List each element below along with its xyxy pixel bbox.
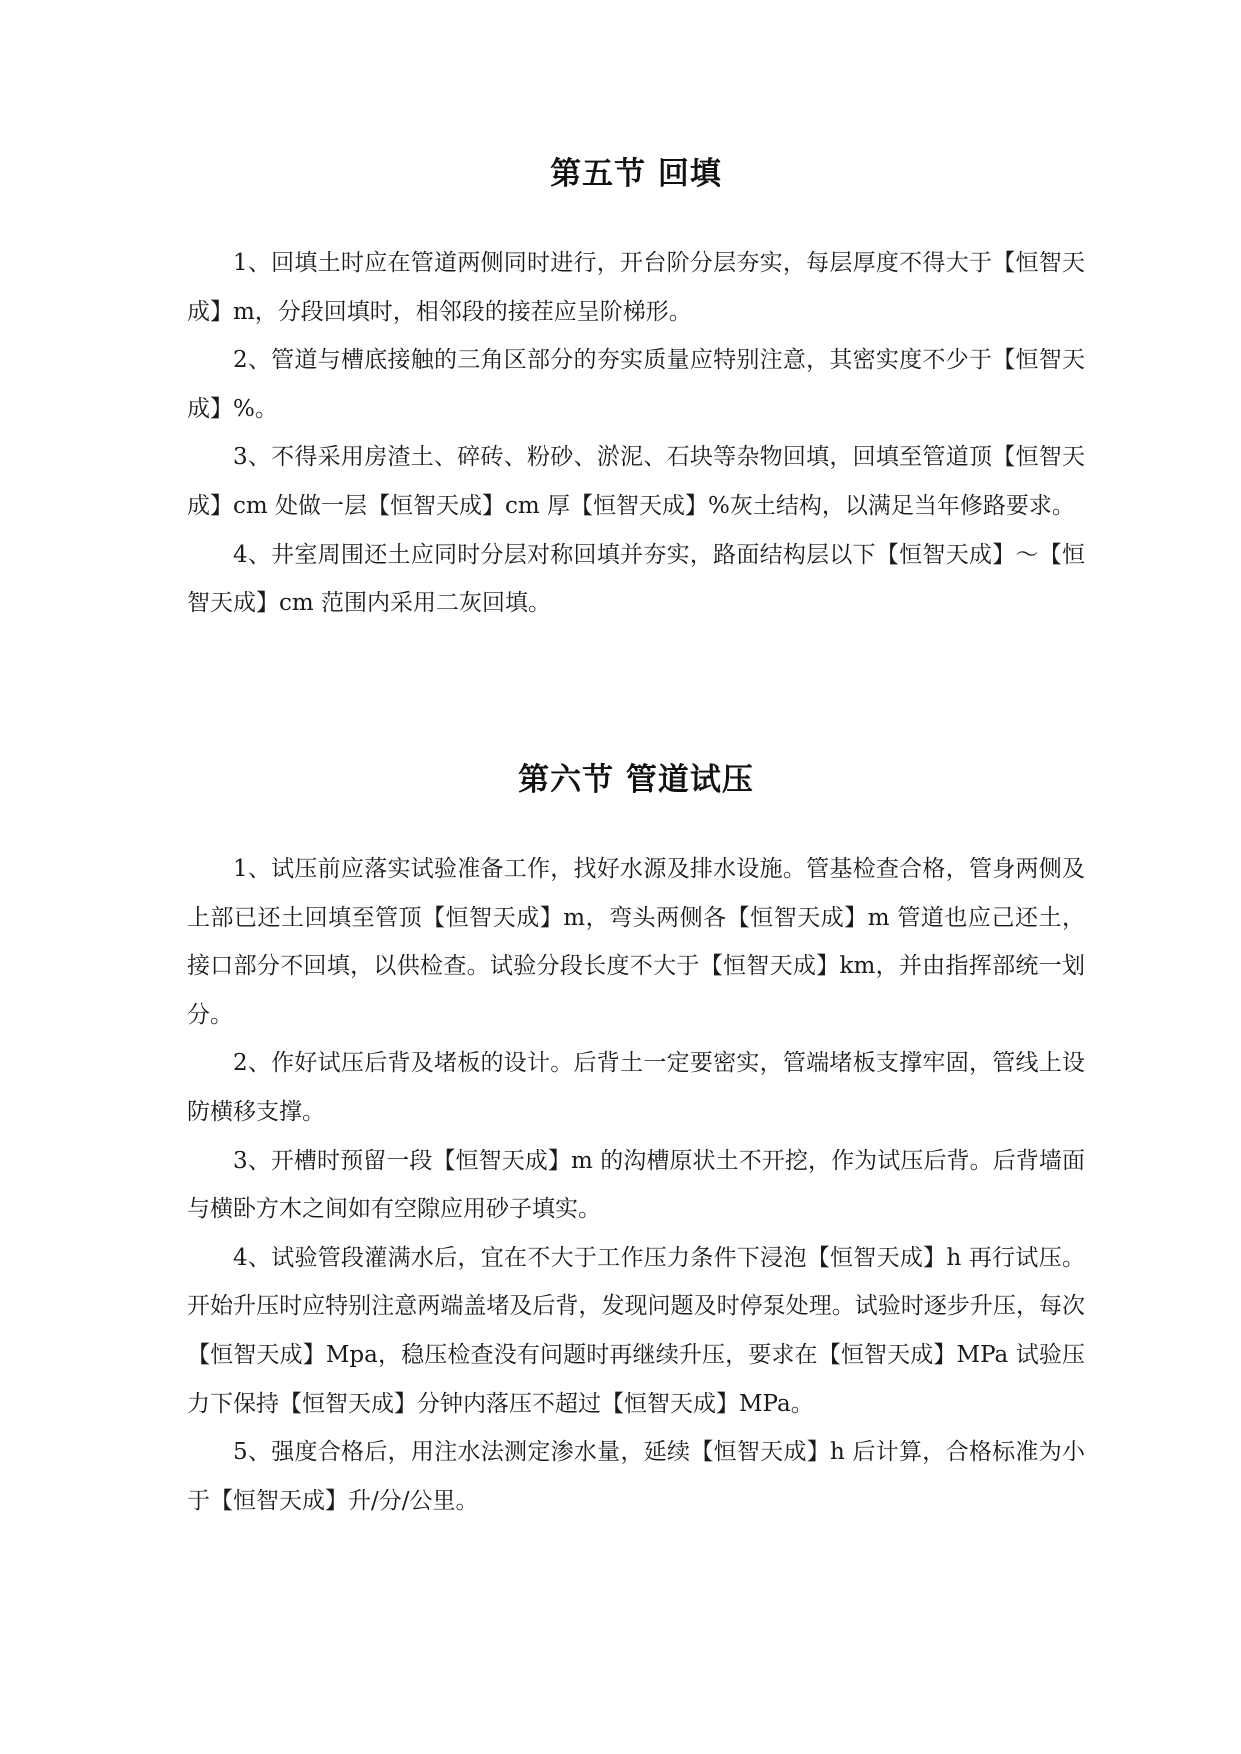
paragraph: 2、作好试压后背及堵板的设计。后背土一定要密实，管端堵板支撑牢固，管线上设防横移支撑。 bbox=[187, 1050, 1085, 1125]
paragraph: 4、试验管段灌满水后，宜在不大于工作压力条件下浸泡【恒智天成】h 再行试压。开始升压时应特别注意两端盖堵及后背，发现问题及时停泵处理。试验时逐步升压，每次【恒智天成】Mpa，稳压检查没有问题时再继续升压，要求在【恒智天成】MPa 试验压力下保持【恒智天成】分钟内落压不超过【恒智天成】MPa。 bbox=[187, 1244, 1085, 1417]
paragraph: 3、不得采用房渣土、碎砖、粉砂、淤泥、石块等杂物回填，回填至管道顶【恒智天成】cm 处做一层【恒智天成】cm 厚【恒智天成】%灰土结构，以满足当年修路要求。 bbox=[187, 444, 1085, 519]
paragraph: 1、回填土时应在管道两侧同时进行，开台阶分层夯实，每层厚度不得大于【恒智天成】m，分段回填时，相邻段的接茬应呈阶梯形。 bbox=[187, 250, 1085, 325]
section-pressure-test bbox=[187, 758, 1085, 1525]
paragraph: 5、强度合格后，用注水法测定渗水量，延续【恒智天成】h 后计算，合格标准为小于【恒智天成】升/分/公里。 bbox=[187, 1439, 1085, 1514]
paragraph: 4、井室周围还土应同时分层对称回填并夯实，路面结构层以下【恒智天成】～【恒智天成】cm 范围内采用二灰回填。 bbox=[187, 541, 1085, 617]
section-title: 第六节 管道试压 bbox=[518, 762, 754, 798]
paragraph: 3、开槽时预留一段【恒智天成】m 的沟槽原状土不开挖，作为试压后背。后背墙面与横卧方木之间如有空隙应用砂子填实。 bbox=[187, 1147, 1085, 1223]
section-backfill bbox=[187, 152, 1085, 628]
paragraph: 2、管道与槽底接触的三角区部分的夯实质量应特别注意，其密实度不少于【恒智天成】%。 bbox=[187, 347, 1085, 422]
section-title: 第五节 回填 bbox=[550, 156, 722, 192]
paragraph: 1、试压前应落实试验准备工作，找好水源及排水设施。管基检查合格，管身两侧及上部已还土回填至管顶【恒智天成】m，弯头两侧各【恒智天成】m 管道也应己还土，接口部分不回填，以供检查。试验分段长度不大于【恒智天成】km，并由指挥部统一划分。 bbox=[187, 856, 1085, 1028]
